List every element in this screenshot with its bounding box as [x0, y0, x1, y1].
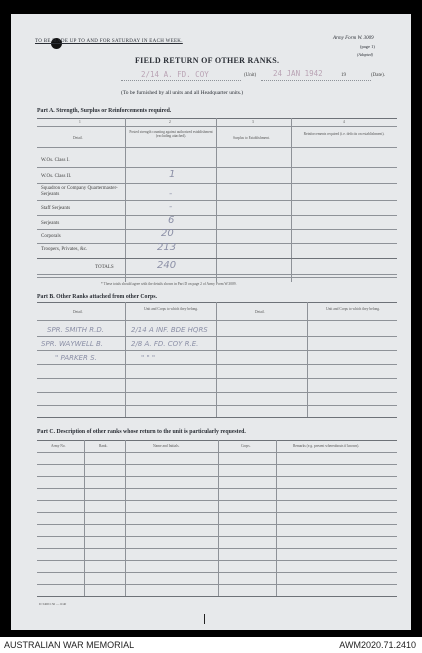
part-b-row-rule: [37, 405, 397, 406]
part-c-header-rule: [37, 452, 397, 453]
row-value: 20: [161, 228, 174, 239]
row-value: -: [169, 202, 173, 212]
archive-footer: [0, 637, 422, 653]
part-b-top-rule: [37, 302, 397, 303]
part-c-heading: Part C. Description of other ranks whose return to the unit is particularly requested.: [37, 429, 246, 435]
army-form-number: Army Form W. 3009: [333, 36, 374, 41]
part-b-row-rule: [37, 392, 397, 393]
col-number: 4: [343, 120, 345, 124]
totals-value: 240: [157, 260, 177, 271]
part-b-bottom-rule: [37, 417, 397, 418]
part-a-col-posted: Posted strength counting against authorized establishment (excluding attached).: [129, 130, 213, 139]
part-a-header-rule: [37, 147, 397, 148]
row-label: Corporals: [41, 234, 61, 239]
row-label: W.Os. Class I.: [41, 158, 70, 163]
part-c-row-rule: [37, 572, 397, 573]
row-label: Staff Serjeants: [41, 206, 71, 211]
part-c-row-rule: [37, 500, 397, 501]
part-a-col-detail: Detail.: [73, 136, 83, 140]
part-c-row-rule: [37, 548, 397, 549]
footer-accession-number: AWM2020.71.2410: [339, 640, 416, 650]
part-b-entry-unit: " " ": [141, 354, 156, 362]
row-rule: [37, 243, 397, 244]
part-c-row-rule: [37, 464, 397, 465]
part-c-top-rule: [37, 440, 397, 441]
part-b-entry-unit: 2/14 A INF. BDE HQRS: [131, 326, 208, 334]
unit-label: (Unit): [244, 73, 257, 78]
row-value: 6: [168, 215, 175, 226]
form-title: FIELD RETURN OF OTHER RANKS.: [135, 56, 280, 65]
part-a-number-rule: [37, 126, 397, 127]
part-b-row-rule: [37, 364, 397, 365]
row-value: -: [169, 189, 173, 199]
part-c-bottom-rule: [37, 596, 397, 597]
form-code: D 3400/156 — 6/40: [39, 602, 67, 606]
part-c-row-rule: [37, 512, 397, 513]
page-number: (page 1): [360, 44, 375, 49]
row-label: Squadron or Company Quartermaster-Serjeants: [41, 186, 118, 197]
row-rule: [37, 229, 397, 230]
footer-institution: AUSTRALIAN WAR MEMORIAL: [4, 640, 135, 650]
unit-value: 2/14 A. FD. COY: [141, 70, 209, 79]
col-number: 2: [169, 120, 171, 124]
part-a-col-surplus: Surplus to Establishment.: [233, 136, 270, 140]
part-a-heading: Part A. Strength, Surplus or Reinforcements required.: [37, 108, 172, 114]
part-b-entry-detail: " PARKER S.: [55, 354, 97, 362]
row-rule: [37, 200, 397, 201]
part-a-note: * These totals should agree with the details shown in Part D on page 2 of Army Form W.3009.: [101, 282, 237, 286]
adapted-label: (Adapted): [357, 52, 373, 57]
part-c-col-army-no: Army No.: [51, 444, 66, 448]
part-c-row-rule: [37, 584, 397, 585]
date-dotted-line: [261, 80, 371, 81]
part-b-entry-detail: SPR. WAYWELL B.: [41, 340, 104, 348]
part-c-row-rule: [37, 560, 397, 561]
row-rule: [37, 215, 397, 216]
part-c-col-name: Name and Initials.: [153, 444, 180, 448]
row-rule: [37, 183, 397, 184]
date-value: 24 JAN 1942: [273, 69, 323, 78]
header-instruction: TO BE MADE UP TO AND FOR SATURDAY IN EACH WEEK.: [35, 39, 183, 44]
row-value: 1: [169, 169, 176, 180]
totals-double-rule: [37, 277, 397, 278]
part-a-top-rule: [37, 118, 397, 119]
row-value: 213: [157, 242, 177, 253]
part-c-row-rule: [37, 476, 397, 477]
part-b-row-rule: [37, 350, 397, 351]
part-c-col-remarks: Remarks (e.g. present whereabouts if known).: [293, 444, 360, 448]
binding-mark: [204, 614, 205, 624]
subtitle: (To be furnished by all units and all Headquarter units.): [121, 90, 244, 96]
part-c-row-rule: [37, 488, 397, 489]
part-c-row-rule: [37, 536, 397, 537]
part-c-row-rule: [37, 524, 397, 525]
part-b-entry-detail: SPR. SMITH R.D.: [47, 326, 104, 334]
part-b-col-detail-2: Detail.: [255, 310, 265, 314]
part-b-row-rule: [37, 336, 397, 337]
unit-dotted-line: [121, 80, 241, 81]
part-b-col-unit: Unit and Corps to which they belong.: [144, 307, 198, 311]
part-b-row-rule: [37, 378, 397, 379]
part-a-col-reinforcements: Reinforcements required (i.e. deficits on establishment).: [303, 132, 385, 136]
year-prefix: 19: [341, 73, 346, 78]
part-b-entry-unit: 2/8 A. FD. COY R.E.: [131, 340, 199, 348]
col-number: 1: [79, 120, 81, 124]
row-label: Serjeants: [41, 221, 60, 226]
part-c-col-rank: Rank.: [99, 444, 108, 448]
part-b-header-rule: [37, 320, 397, 321]
form-sheet: [11, 14, 411, 630]
col-number: 3: [252, 120, 254, 124]
totals-top-rule: [37, 258, 397, 259]
row-rule: [37, 167, 397, 168]
part-b-heading: Part B. Other Ranks attached from other Corps.: [37, 294, 157, 300]
row-label: Troopers, Privates, &c.: [41, 247, 88, 252]
totals-rule: [37, 274, 397, 275]
totals-label: TOTALS: [95, 265, 114, 270]
part-b-col-unit-2: Unit and Corps to which they belong.: [326, 307, 380, 311]
part-b-col-detail: Detail.: [73, 310, 83, 314]
date-label: (Date).: [371, 73, 386, 78]
row-label: W.Os. Class II.: [41, 174, 72, 179]
part-c-col-corps: Corps.: [241, 444, 251, 448]
